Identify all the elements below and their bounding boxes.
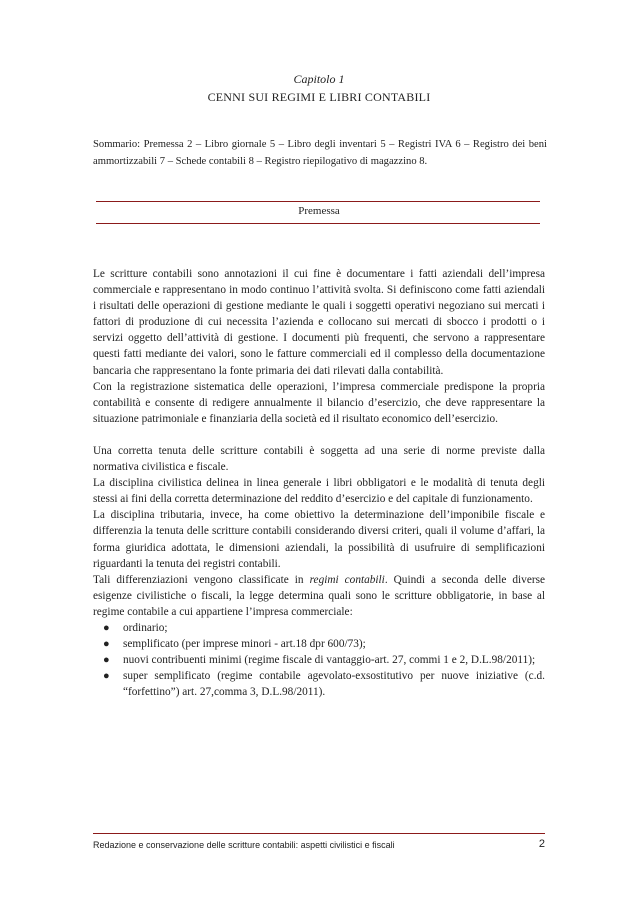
list-item-text: semplificato (per imprese minori - art.18 dpr 600/73); [123,638,366,651]
section-heading: Premessa [298,205,340,217]
regimes-list [93,620,545,700]
footer-rule [93,833,545,834]
section-rule-bottom [96,223,540,224]
list-item [93,668,545,700]
list-item-text: super semplificato (regime contabile agevolato-exsostitutivo per nuove iniziative (c.d. “forfettino”) art. 27,comma 3, D.L.98/2011). [123,670,545,699]
paragraph-gap [93,427,545,443]
paragraph-fatti-aziendali: Le scritture contabili sono annotazioni il cui fine è documentare i fatti aziendali dell’impresa commerciale e rappresentano in modo continuo l’attività svolta. Si definiscono come fatti aziendali i risultati delle operazioni di gestione mediante le quali i soggetti operativi negoziano sui mercati i fattori di produzione di cui necessita l’azienda e collocano sui mercati di sbocco i prodotti o i servizi oggetto dell’attività di gestione. I documenti più frequenti, che servono a rappresentare questi fatti mediante dei valori, sono le fatture commerciali ed il complesso della documentazione bancaria che rappresentano la fonte primaria dei dati rilevati dalla contabilità. [93,268,545,377]
paragraph-differenziazioni-end: . Quindi a seconda delle diverse esigenze civilistiche o fiscali, la legge determina quali sono le scritture obbligatorie, in base al regime contabile a cui appartiene l’impresa commerciale: [93,573,546,618]
paragraph-disciplina-tributaria: La disciplina tributaria, invece, ha come obiettivo la determinazione dell’imponibile fiscale e differenzia la tenuta delle scritture contabili considerando diversi criteri, quali il volume d’affari, la forma giuridica adottata, le dimensioni aziendali, la possibilità di usufruire di semplificazioni riguardanti la tenuta dei registri contabili. [93,509,545,570]
regimi-contabili-term: regimi contabili [309,573,385,586]
body-text [93,266,545,700]
chapter-title: CENNI SUI REGIMI E LIBRI CONTABILI [207,90,431,104]
page-number: 2 [538,838,545,850]
paragraph-registrazione: Con la registrazione sistematica delle operazioni, l’impresa commerciale predispone la propria contabilità e consente di redigere annualmente il bilancio d’esercizio, che deve rappresentare la situazione patrimoniale e finanziaria della società ed il risultato economico dell’esercizio. [93,380,545,425]
bullet-icon: ● [103,654,110,667]
list-item [93,652,545,668]
paragraph-differenziazioni-start: Tali differenziazioni vengono classificate in [93,573,310,586]
section-rule-top [96,201,540,202]
chapter-summary: Sommario: Premessa 2 – Libro giornale 5 – Libro degli inventari 5 – Registri IVA 6 – Registro dei beni ammortizzabili 7 – Schede contabili 8 – Registro riepilogativo di magazzino 8. [93,139,547,167]
list-item-text: nuovi contribuenti minimi (regime fiscale di vantaggio-art. 27, commi 1 e 2, D.L.98/2011); [123,654,536,667]
bullet-icon: ● [103,638,110,651]
list-item [93,620,545,636]
list-item-text: ordinario; [123,621,168,634]
footer-title: Redazione e conservazione delle scritture contabili: aspetti civilistici e fiscali [93,840,395,850]
paragraph-disciplina-civilistica: La disciplina civilistica delinea in linea generale i libri obbligatori e le modalità di tenuta degli stessi ai fini della corretta determinazione del reddito d’esercizio e del capitale di funzionamento. [93,477,545,506]
paragraph-tenuta: Una corretta tenuta delle scritture contabili è soggetta ad una serie di norme previste dalla normativa civilistica e fiscale. [93,444,545,474]
bullet-icon: ● [103,670,110,683]
chapter-label: Capitolo 1 [293,72,345,86]
list-item [93,636,545,652]
bullet-icon: ● [103,621,110,634]
paragraph-differenziazioni [93,572,545,620]
